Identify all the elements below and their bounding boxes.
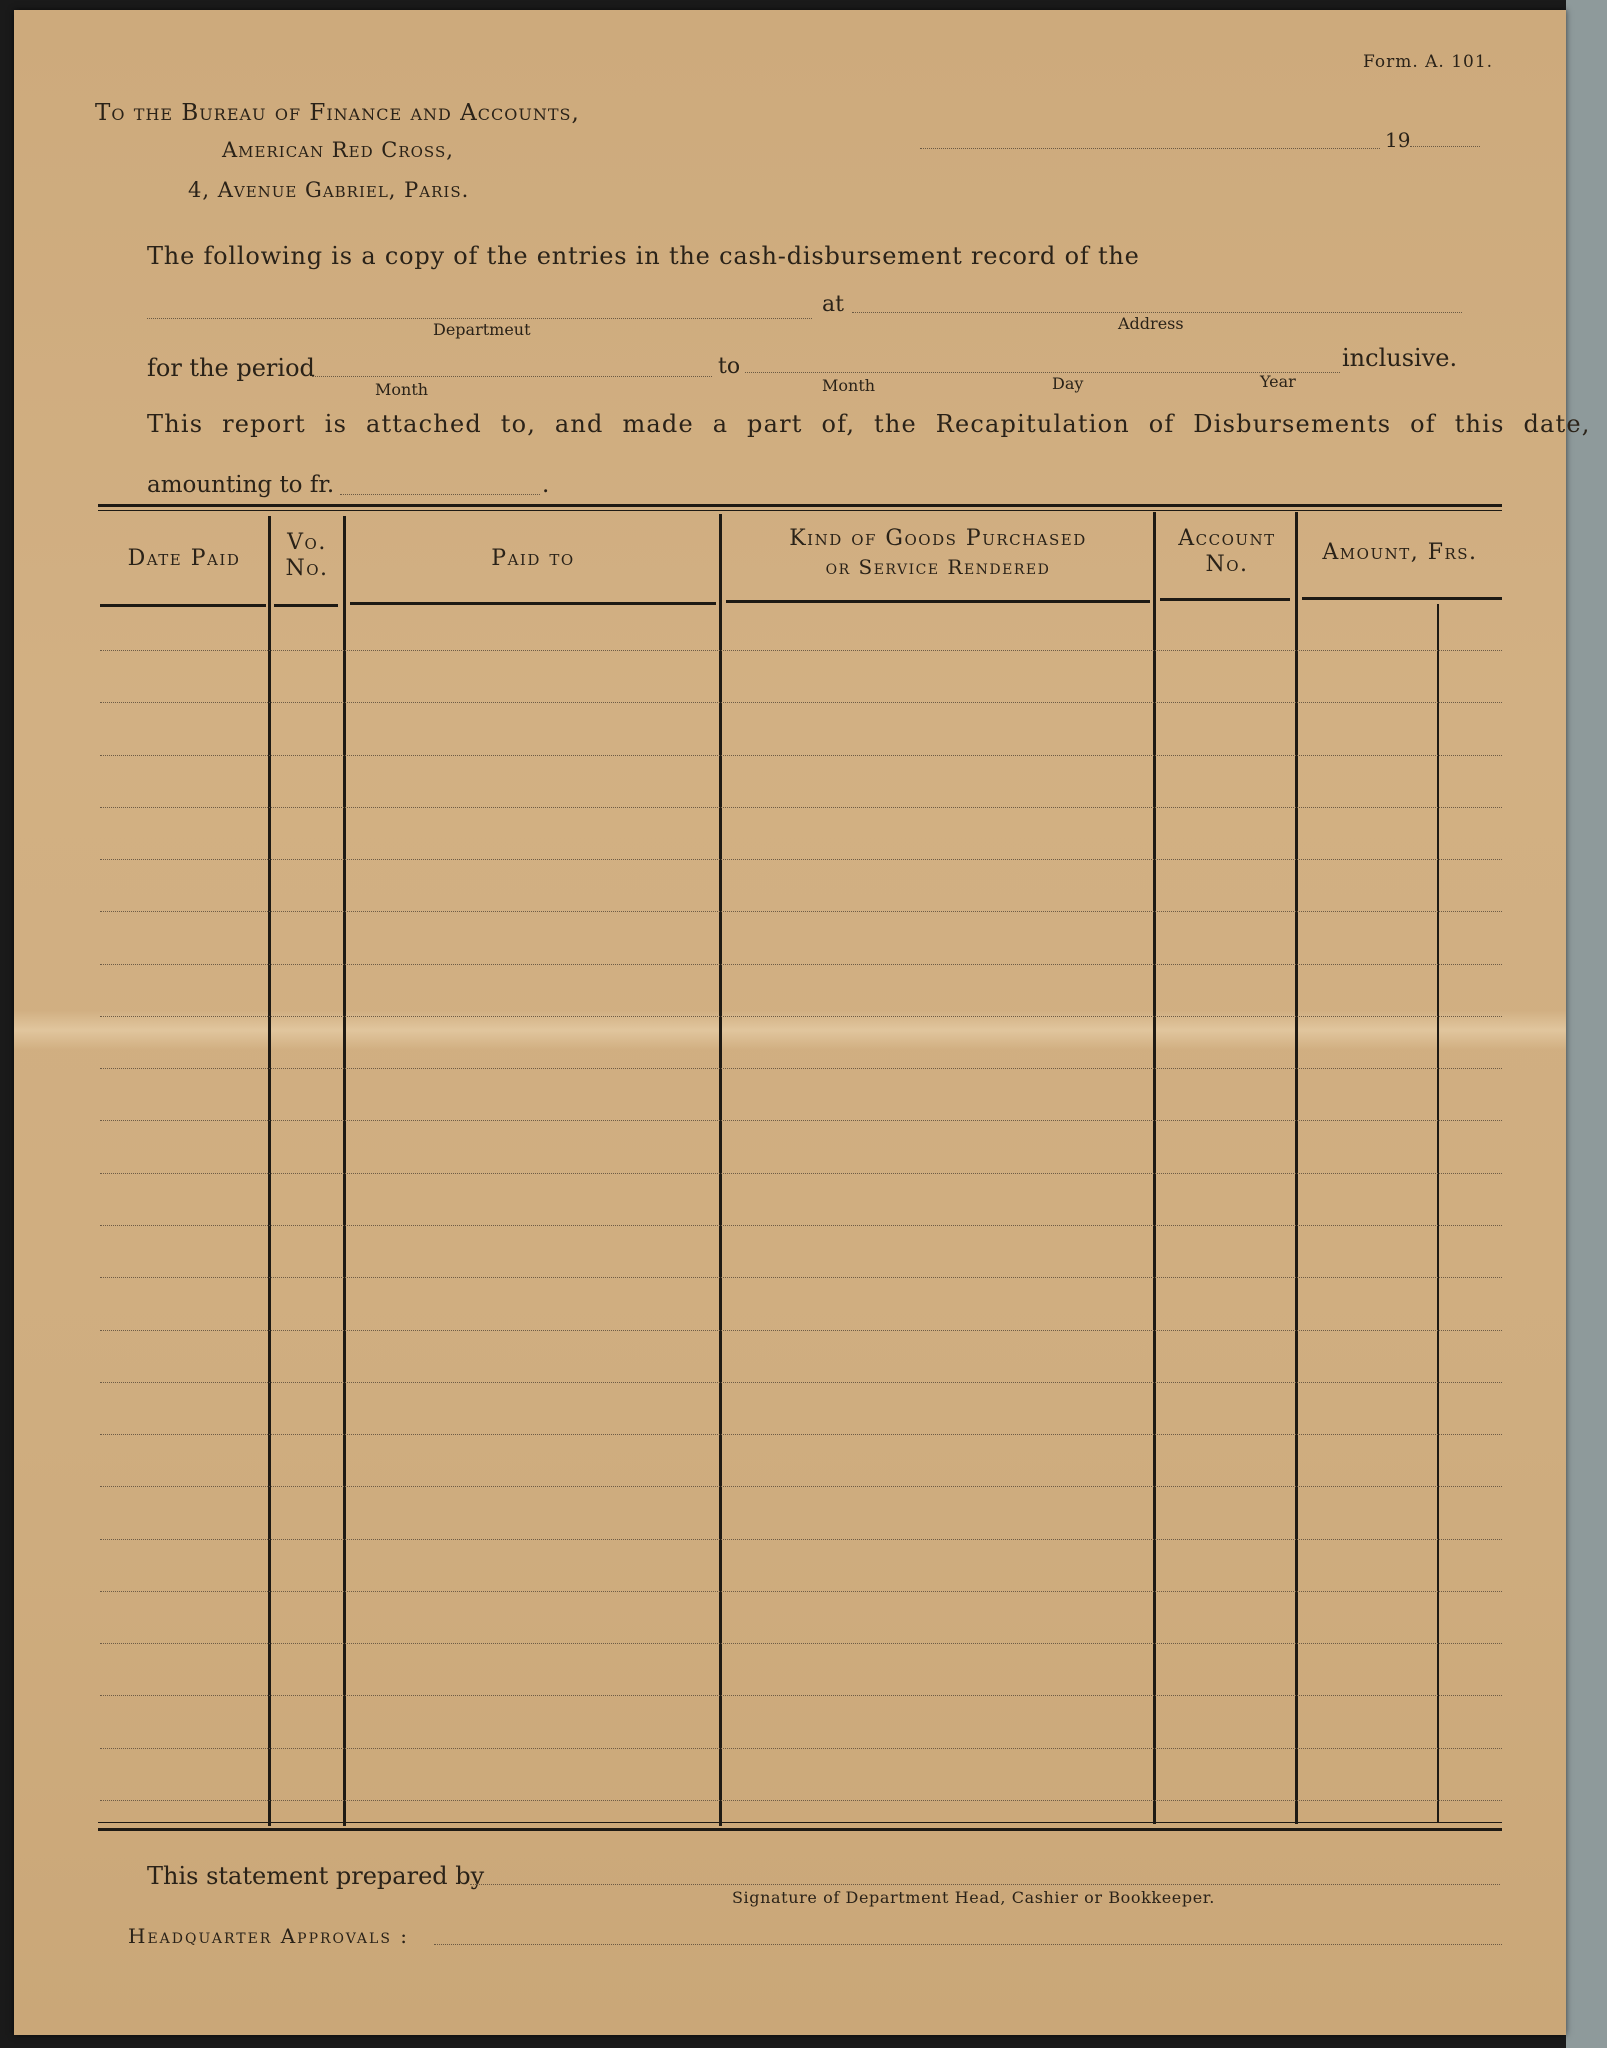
header-rule-5 [1160, 598, 1290, 601]
header-rule-4 [726, 600, 1150, 603]
table-row[interactable] [100, 1382, 1502, 1383]
headquarter-approvals-label: Headquarter Approvals : [128, 1924, 410, 1948]
headquarter-approvals-field[interactable] [434, 1944, 1502, 1945]
year-suffix-field[interactable] [1410, 146, 1480, 147]
prepared-by-field[interactable] [470, 1884, 1500, 1885]
table-bottom-rule [98, 1828, 1502, 1831]
address-caption: Address [1118, 314, 1184, 333]
address-line-3: 4, Avenue Gabriel, Paris. [188, 178, 470, 202]
header-amount: Amount, Frs. [1322, 540, 1478, 565]
amount-cents-divider [1437, 604, 1439, 1822]
date-field[interactable] [920, 148, 1380, 149]
table-row[interactable] [100, 964, 1502, 965]
amount-total-field[interactable] [340, 494, 540, 495]
table-row[interactable] [100, 1643, 1502, 1644]
inclusive-word: inclusive. [1342, 344, 1458, 372]
column-divider-3 [719, 514, 722, 1826]
year-caption: Year [1260, 372, 1296, 391]
table-row[interactable] [100, 1120, 1502, 1121]
table-row[interactable] [100, 702, 1502, 703]
table-row[interactable] [100, 1016, 1502, 1017]
intro-text: The following is a copy of the entries in the cash-disbursement record of the [147, 242, 1140, 270]
at-word: at [822, 292, 844, 317]
attached-text: This report is attached to, and made a part of, the Recapitulation of Disbursements of this date, [147, 410, 1591, 438]
period-label: for the period [147, 354, 315, 382]
department-caption: Departmeut [433, 320, 531, 339]
prepared-by-label: This statement prepared by [147, 1862, 485, 1890]
header-rule-3 [350, 602, 716, 605]
table-top-rule [98, 504, 1502, 507]
header-rule-1 [100, 604, 266, 607]
table-row[interactable] [100, 755, 1502, 756]
header-account-line2: No. [1205, 552, 1249, 577]
table-row[interactable] [100, 1800, 1502, 1801]
table-row[interactable] [100, 1173, 1502, 1174]
amounting-period: . [542, 472, 550, 498]
table-row[interactable] [100, 1695, 1502, 1696]
table-row[interactable] [100, 1539, 1502, 1540]
address-field[interactable] [852, 312, 1462, 313]
period-to: to [718, 354, 741, 379]
table-row[interactable] [100, 650, 1502, 651]
header-account-line1: Account [1178, 526, 1276, 551]
header-date-paid: Date Paid [127, 546, 241, 571]
table-top-rule-thin [98, 510, 1502, 511]
table-row[interactable] [100, 859, 1502, 860]
table-row[interactable] [100, 1486, 1502, 1487]
column-divider-5 [1295, 512, 1298, 1824]
month-caption-1: Month [375, 380, 429, 399]
period-from-field[interactable] [312, 376, 712, 377]
header-vo-line2: No. [285, 556, 329, 581]
year-prefix: 19 [1385, 128, 1411, 152]
table-row[interactable] [100, 1068, 1502, 1069]
column-divider-4 [1153, 512, 1156, 1824]
header-rule-2 [274, 604, 338, 607]
header-rule-6 [1302, 597, 1502, 600]
day-caption: Day [1052, 374, 1084, 393]
header-paid-to: Paid to [491, 546, 575, 571]
background-edge [1566, 0, 1607, 2048]
table-row[interactable] [100, 1748, 1502, 1749]
header-kind-line1: Kind of Goods Purchased [789, 526, 1087, 551]
amounting-label: amounting to fr. [147, 472, 335, 498]
department-field[interactable] [147, 318, 812, 319]
table-row[interactable] [100, 1330, 1502, 1331]
address-line-2: American Red Cross, [222, 138, 454, 162]
table-row[interactable] [100, 1225, 1502, 1226]
table-row[interactable] [100, 911, 1502, 912]
table-row[interactable] [100, 1591, 1502, 1592]
header-vo-line1: Vo. [287, 530, 327, 555]
address-line-1: To the Bureau of Finance and Accounts, [95, 100, 580, 126]
month-caption-2: Month [822, 376, 876, 395]
table-row[interactable] [100, 1434, 1502, 1435]
table-bottom-rule-thin [98, 1822, 1502, 1823]
period-to-field[interactable] [745, 372, 1340, 373]
signature-caption: Signature of Department Head, Cashier or Bookkeeper. [732, 1888, 1215, 1907]
header-kind-line2: or Service Rendered [825, 555, 1051, 579]
form-number: Form. A. 101. [1363, 52, 1494, 72]
table-row[interactable] [100, 1277, 1502, 1278]
table-row[interactable] [100, 807, 1502, 808]
column-divider-1 [268, 516, 271, 1826]
column-divider-2 [343, 516, 346, 1826]
